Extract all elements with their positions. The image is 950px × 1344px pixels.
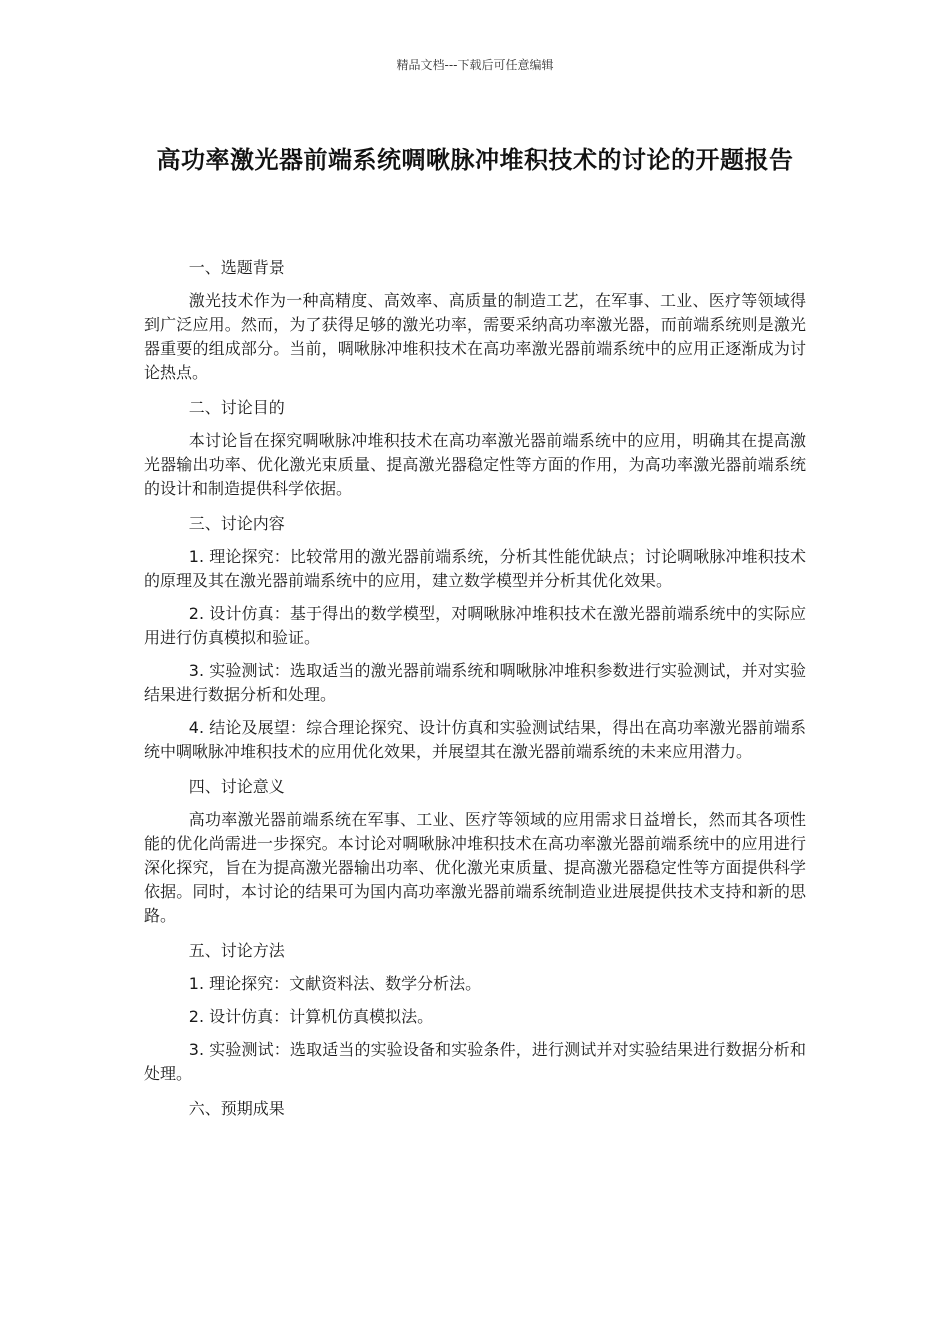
header-note: 精品文档---下载后可任意编辑 xyxy=(396,58,554,72)
paragraph-background: 激光技术作为一种高精度、高效率、高质量的制造工艺，在军事、工业、医疗等领域得到广泛应用。然而，为了获得足够的激光功率，需要采纳高功率激光器，而前端系统则是激光器重要的组成部分。当前，啁啾脉冲堆积技术在高功率激光器前端系统中的应用正逐渐成为讨论热点。 xyxy=(144,291,806,382)
paragraph-methods-theory: 1. 理论探究：文献资料法、数学分析法。 xyxy=(188,974,482,993)
document-title: 高功率激光器前端系统啁啾脉冲堆积技术的讨论的开题报告 xyxy=(156,146,794,174)
section-heading-purpose: 二、讨论目的 xyxy=(188,398,285,417)
section-heading-background: 一、选题背景 xyxy=(188,258,285,277)
paragraph-significance: 高功率激光器前端系统在军事、工业、医疗等领域的应用需求日益增长，然而其各项性能的优化尚需进一步探究。本讨论对啁啾脉冲堆积技术在高功率激光器前端系统中的应用进行深化探究，旨在为提高激光器输出功率、优化激光束质量、提高激光器稳定性等方面提供科学依据。同时，本讨论的结果可为国内高功率激光器前端系统制造业进展提供技术支持和新的思路。 xyxy=(144,810,806,925)
document-body xyxy=(144,256,806,1121)
paragraph-methods-simulation: 2. 设计仿真：计算机仿真模拟法。 xyxy=(188,1007,434,1026)
paragraph-content-theory: 1. 理论探究：比较常用的激光器前端系统，分析其性能优缺点；讨论啁啾脉冲堆积技术的原理及其在激光器前端系统中的应用，建立数学模型并分析其优化效果。 xyxy=(144,547,806,590)
section-heading-methods: 五、讨论方法 xyxy=(188,941,285,960)
section-heading-significance: 四、讨论意义 xyxy=(188,777,285,796)
section-heading-content: 三、讨论内容 xyxy=(188,514,285,533)
paragraph-content-simulation: 2. 设计仿真：基于得出的数学模型，对啁啾脉冲堆积技术在激光器前端系统中的实际应用进行仿真模拟和验证。 xyxy=(144,604,806,647)
paragraph-methods-experiment: 3. 实验测试：选取适当的实验设备和实验条件，进行测试并对实验结果进行数据分析和处理。 xyxy=(144,1040,806,1083)
section-heading-expected-results: 六、预期成果 xyxy=(188,1099,285,1118)
paragraph-purpose: 本讨论旨在探究啁啾脉冲堆积技术在高功率激光器前端系统中的应用，明确其在提高激光器输出功率、优化激光束质量、提高激光器稳定性等方面的作用，为高功率激光器前端系统的设计和制造提供科学依据。 xyxy=(144,431,806,498)
paragraph-content-conclusion: 4. 结论及展望：综合理论探究、设计仿真和实验测试结果，得出在高功率激光器前端系统中啁啾脉冲堆积技术的应用优化效果，并展望其在激光器前端系统的未来应用潜力。 xyxy=(144,718,806,761)
paragraph-content-experiment: 3. 实验测试：选取适当的激光器前端系统和啁啾脉冲堆积参数进行实验测试，并对实验结果进行数据分析和处理。 xyxy=(144,661,806,704)
